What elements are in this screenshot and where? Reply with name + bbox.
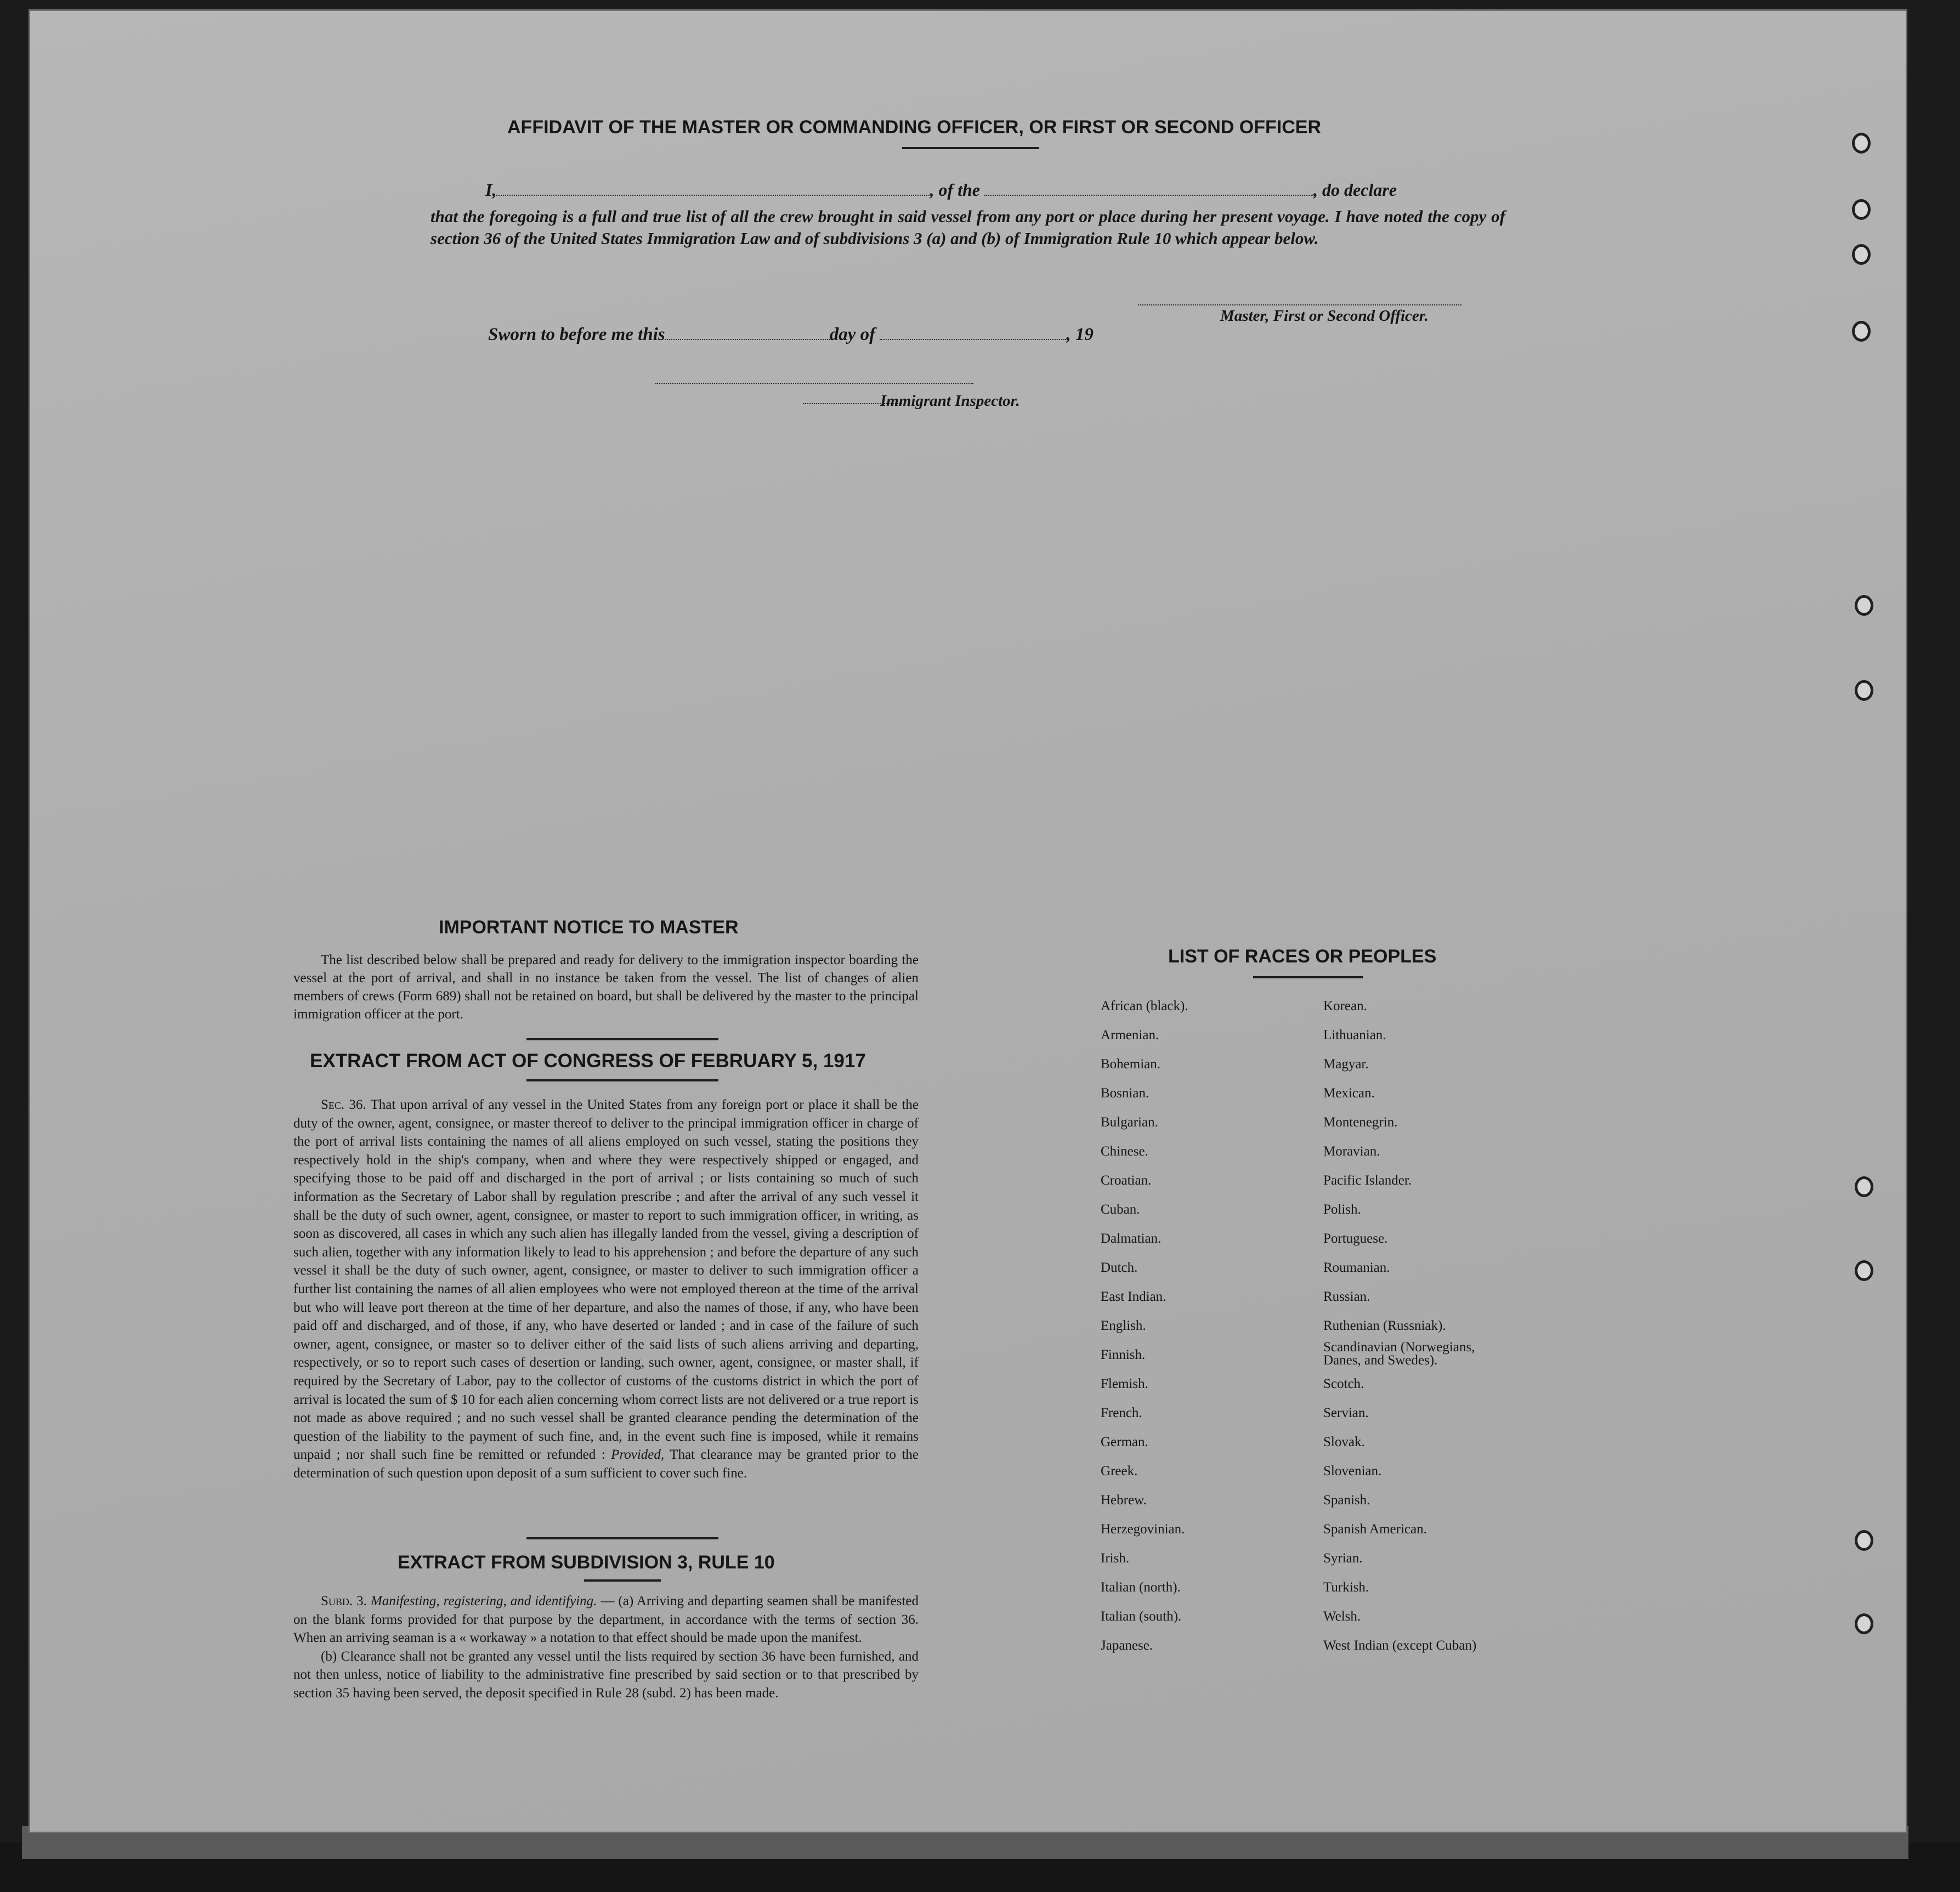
day-of-label: day of — [829, 325, 876, 344]
race-item: Portuguese. — [1323, 1231, 1388, 1246]
binder-hole — [1855, 680, 1873, 701]
race-item: Moravian. — [1323, 1144, 1380, 1159]
binder-hole — [1855, 1260, 1873, 1281]
race-item: Spanish. — [1323, 1493, 1370, 1508]
binder-hole — [1855, 595, 1873, 616]
document-page — [30, 11, 1906, 1832]
year-label: , 19 — [1066, 325, 1094, 344]
affidavit-declaration-line — [485, 180, 1397, 200]
binder-hole — [1855, 1613, 1873, 1634]
race-item: Montenegrin. — [1323, 1115, 1398, 1130]
race-item: Herzegovinian. — [1101, 1522, 1185, 1537]
races-title-rule — [1253, 976, 1363, 978]
race-item: Scotch. — [1323, 1376, 1364, 1391]
race-item: Japanese. — [1101, 1638, 1153, 1653]
race-item: Greek. — [1101, 1464, 1138, 1479]
races-right-column — [1323, 992, 1476, 1660]
race-item: West Indian (except Cuban) — [1323, 1638, 1477, 1653]
race-item: Dutch. — [1101, 1260, 1138, 1275]
race-item: Scandinavian (Norwegians, — [1323, 1340, 1475, 1355]
race-item: Russian. — [1323, 1289, 1370, 1304]
notice-text: The list described below shall be prepared and ready for delivery to the immigration inspector boarding the vessel at the port of arrival, and shall in no instance be taken from the vessel. The list of changes of alien members of crews (Form 689) shall not be retained on board, but shall be delivered by the master to the principal immigration officer at the port. — [293, 953, 919, 1022]
race-item: Bulgarian. — [1101, 1115, 1158, 1130]
race-item: Korean. — [1323, 999, 1367, 1013]
race-item: Magyar. — [1323, 1057, 1369, 1072]
section-36-body: That upon arrival of any vessel in the United States from any foreign port or place it shall be the duty of the owner, agent, consignee, or master thereof to deliver to the principal immigration officer in charge of the port of arrival lists containing the names of all aliens employed on such vessel, stating the positions they respectively hold in the ship's company, when and where they were respectively shipped or engaged, and specifying those to be paid off and discharged in the port of arrival ; or lists containing so much of such information as the Secretary of Labor shall by regulation prescribe ; and after the arrival of any such vessel it shall be the duty of such owner, agent, consignee, or master to report to such immigration officer, in writing, as soon as discovered, all cases in which any such alien has illegally landed from the vessel, giving a description of such alien, together with any information likely to lead to his apprehension ; and before the departure of any such vessel it shall be the duty of such owner, agent, consignee, or master to deliver to such immigration officer a further list containing the names of all alien employees who were not employed thereon at the time of the arrival but who will leave port thereon at the time of her departure, and also the names of those, if any, who have been paid off and discharged, and of those, if any, who have deserted or landed ; and in case of the failure of such owner, agent, consignee, or master so to deliver either of the said lists of such aliens arriving and departing, respectively, or so to report such cases of desertion or landing, such owner, agent, consignee, or master shall, if required by the Secretary of Labor, pay to the collector of customs of the customs district in which the port of arrival is located the sum of $ 10 for each alien concerning whom correct lists are not delivered or a true report is not made as above required ; and no such vessel shall be granted clearance pending the determination of the question of the liability to the payment of such fine, and, in the event such fine is imposed, while it remains unpaid ; nor shall such fine be remitted or refunded : — [293, 1097, 919, 1463]
section-36-label: Sec. 36. — [321, 1097, 366, 1112]
extract-rule-title: EXTRACT FROM SUBDIVISION 3, RULE 10 — [398, 1552, 775, 1573]
race-item: Bosnian. — [1101, 1086, 1149, 1101]
affidavit-title: AFFIDAVIT OF THE MASTER OR COMMANDING OFFICER, OR FIRST OR SECOND OFFICER — [507, 117, 1321, 138]
race-item: Italian (south). — [1101, 1609, 1182, 1624]
affidavit-name-blank[interactable] — [496, 195, 930, 196]
master-signature-blank[interactable] — [1138, 304, 1461, 305]
race-item: Ruthenian (Russniak). — [1323, 1318, 1446, 1333]
race-item: Flemish. — [1101, 1376, 1148, 1391]
notice-rule — [526, 1038, 718, 1040]
affidavit-declare-label: , do declare — [1313, 180, 1397, 200]
extract-act-rule — [526, 1079, 718, 1081]
race-item: Roumanian. — [1323, 1260, 1390, 1275]
affidavit-body: that the foregoing is a full and true list of all the crew brought in said vessel from any port or place during her present voyage. I have noted the copy of section 36 of the United States Immigration Law and of subdivisions 3 (a) and (b) of Immigration Rule 10 which appear below. — [430, 207, 1505, 248]
subd-a-text: — (a) Arriving and departing seamen shall be manifested on the blank forms provided for that purpose by the department, in accordance with the terms of section 36. When an arriving seaman is a « workaway » a notation to that effect should be made upon the manifest. — [293, 1594, 919, 1646]
inspector-label: Immigrant Inspector. — [880, 392, 1020, 410]
races-title: LIST OF RACES OR PEOPLES — [1168, 946, 1437, 967]
binder-hole — [1852, 244, 1871, 265]
race-item: East Indian. — [1101, 1289, 1166, 1304]
race-item: French. — [1101, 1406, 1142, 1420]
race-item: Dalmatian. — [1101, 1231, 1162, 1246]
binder-hole — [1855, 1176, 1873, 1197]
race-item: Slovenian. — [1323, 1464, 1382, 1479]
race-item: Servian. — [1323, 1406, 1369, 1420]
race-item: Welsh. — [1323, 1609, 1361, 1624]
extract-act-text — [293, 1096, 919, 1482]
subd-b-paragraph: (b) Clearance shall not be granted any vessel until the lists required by section 36 have been furnished, and not then unless, notice of liability to the administrative fine prescribed by said section or to that prescribed by section 35 having been served, the deposit specified in Rule 28 (subd. 2) has been made. — [293, 1649, 919, 1701]
race-item: African (black). — [1101, 999, 1188, 1013]
race-item: Syrian. — [1323, 1551, 1363, 1566]
race-item: Hebrew. — [1101, 1493, 1147, 1508]
races-left-column — [1101, 992, 1188, 1660]
provided-label: Provided, — [611, 1447, 665, 1463]
sworn-day-blank[interactable] — [665, 339, 830, 340]
binder-hole — [1852, 199, 1871, 220]
extract-act-title: EXTRACT FROM ACT OF CONGRESS OF FEBRUARY 5, 1917 — [310, 1050, 866, 1072]
race-item: Chinese. — [1101, 1144, 1148, 1159]
race-item: Polish. — [1323, 1202, 1361, 1217]
subd-a-paragraph — [293, 1592, 919, 1647]
race-item: Mexican. — [1323, 1086, 1375, 1101]
sworn-month-blank[interactable] — [880, 339, 1066, 340]
race-item: Slovak. — [1323, 1435, 1365, 1449]
affidavit-title-rule — [902, 147, 1039, 149]
binder-hole — [1852, 321, 1871, 342]
notice-title: IMPORTANT NOTICE TO MASTER — [439, 917, 739, 938]
sworn-label: Sworn to before me this — [488, 325, 665, 344]
race-item: German. — [1101, 1435, 1148, 1449]
inspector-signature-blank[interactable] — [655, 383, 973, 384]
race-item: English. — [1101, 1318, 1146, 1333]
subd-label: Subd. 3. — [321, 1594, 367, 1608]
race-item: Lithuanian. — [1323, 1028, 1386, 1043]
subd-title: Manifesting, registering, and identifying. — [370, 1594, 597, 1608]
race-item: Croatian. — [1101, 1173, 1152, 1188]
race-item: Bohemian. — [1101, 1057, 1161, 1072]
extract-rule-rule — [584, 1579, 661, 1582]
master-signature-label: Master, First or Second Officer. — [1220, 307, 1429, 325]
binder-hole — [1855, 1530, 1873, 1551]
sworn-line — [488, 325, 1094, 345]
race-item: Turkish. — [1323, 1580, 1369, 1595]
race-item: Italian (north). — [1101, 1580, 1181, 1595]
extract-act-end-rule — [526, 1537, 718, 1539]
affidavit-i-label: I, — [485, 180, 497, 200]
race-item: Irish. — [1101, 1551, 1130, 1566]
race-item: Danes, and Swedes). — [1323, 1353, 1438, 1368]
affidavit-of-the-label: , of the — [930, 180, 980, 200]
race-item: Pacific Islander. — [1323, 1173, 1412, 1188]
binder-hole — [1852, 133, 1871, 154]
race-item: Finnish. — [1101, 1347, 1146, 1362]
provided-body: That clearance may be granted prior to the determination of such question upon deposit of a sum sufficient to cover such fine. — [293, 1447, 919, 1481]
race-item: Spanish American. — [1323, 1522, 1427, 1537]
affidavit-vessel-blank[interactable] — [984, 195, 1313, 196]
race-item: Armenian. — [1101, 1028, 1159, 1043]
extract-rule-text — [293, 1592, 919, 1703]
race-item: Cuban. — [1101, 1202, 1140, 1217]
